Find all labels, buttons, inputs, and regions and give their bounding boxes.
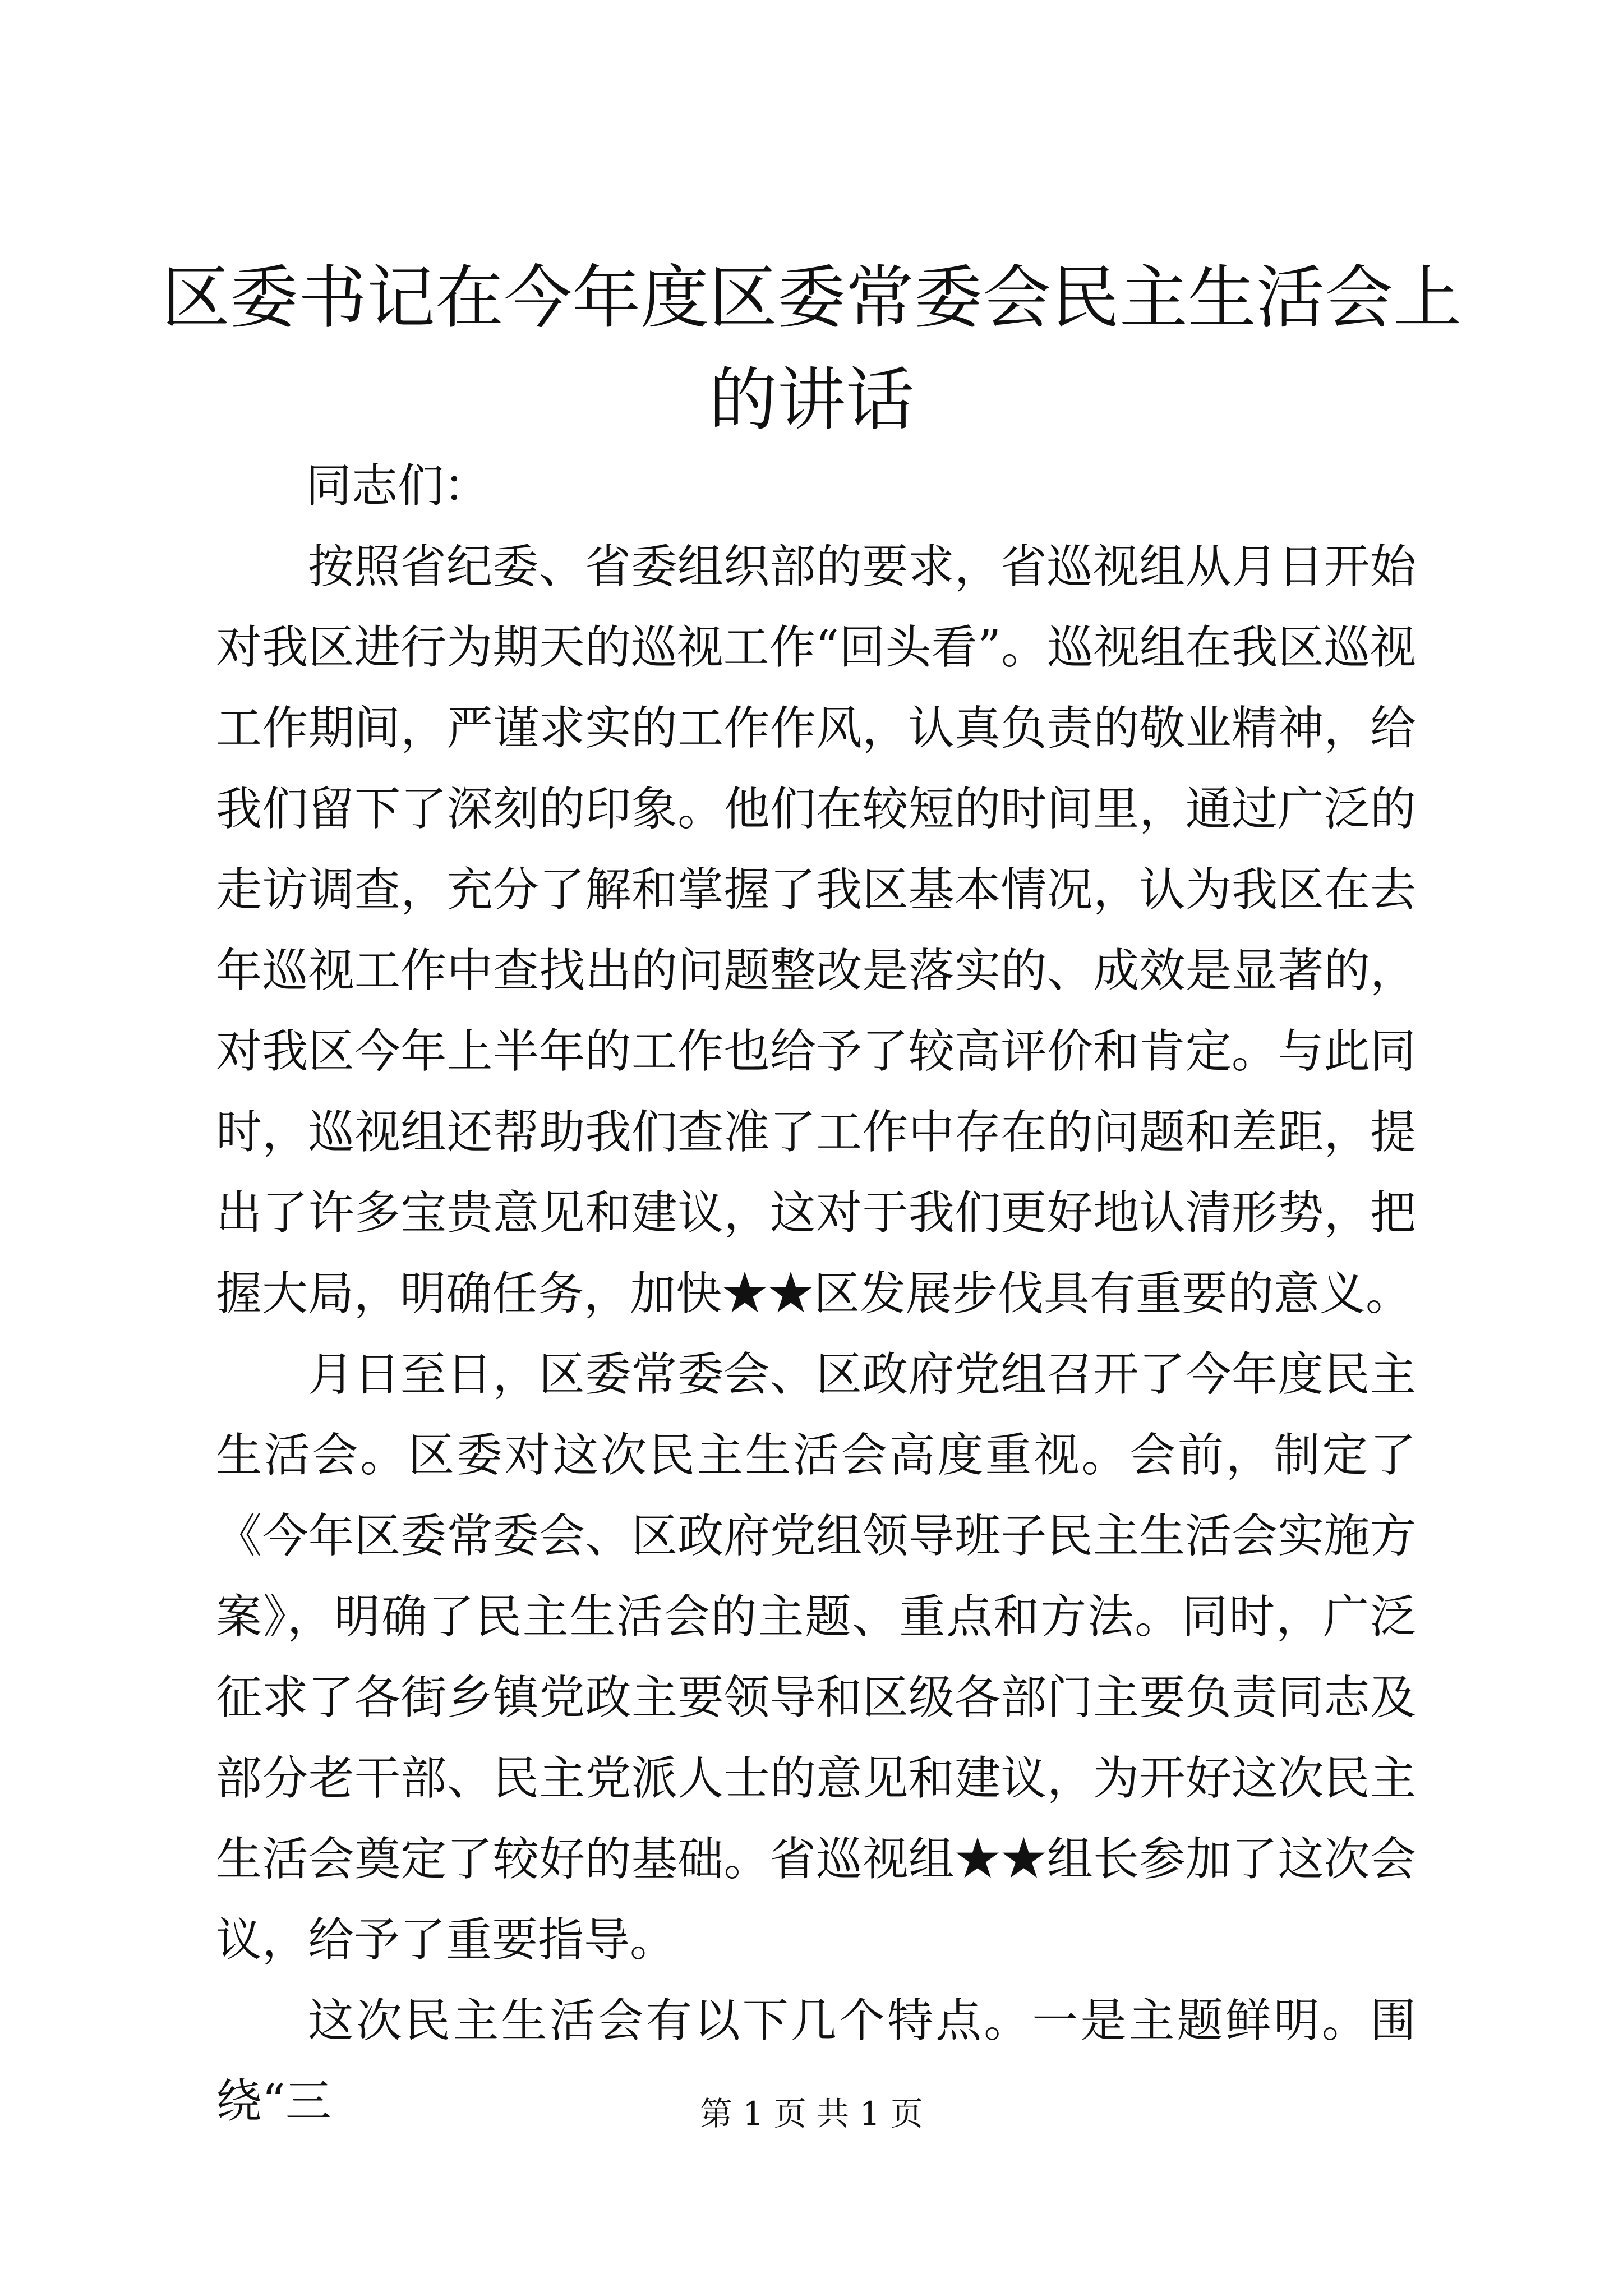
paragraph-2: 月日至日，区委常委会、区政府党组召开了今年度民主生活会。区委对这次民主生活会高度重视。会前，制定了《今年区委常委会、区政府党组领导班子民主生活会实施方案》，明确了民主生活会的主题、重点和方法。同时，广泛征求了各街乡镇党政主要领导和区级各部门主要负责同志及部分老干部、民主党派人士的意见和建议，为开好这次民主生活会奠定了较好的基础。省巡视组★★组长参加了这次会议，给予了重要指导。 xyxy=(216,1348,1416,1967)
document-body xyxy=(216,446,1416,2142)
paragraph-1: 按照省纪委、省委组织部的要求，省巡视组从月日开始对我区进行为期天的巡视工作“回头看”。巡视组在我区巡视工作期间，严谨求实的工作作风，认真负责的敬业精神，给我们留下了深刻的印象。他们在较短的时间里，通过广泛的走访调查，充分了解和掌握了我区基本情况，认为我区在去年巡视工作中查找出的问题整改是落实的、成效是显著的，对我区今年上半年的工作也给予了较高评价和肯定。与此同时，巡视组还帮助我们查准了工作中存在的问题和差距，提出了许多宝贵意见和建议，这对于我们更好地认清形势，把握大局，明确任务，加快★★区发展步伐具有重要的意义。 xyxy=(216,540,1416,1320)
salutation: 同志们： xyxy=(306,459,490,513)
page-footer: 第 1 页 共 1 页 xyxy=(700,2095,923,2133)
document-title: 区委书记在今年度区委常委会民主生活会上的讲话 xyxy=(162,258,1461,440)
paragraph-3: 这次民主生活会有以下几个特点。一是主题鲜明。围绕“三 xyxy=(216,1994,1416,2128)
